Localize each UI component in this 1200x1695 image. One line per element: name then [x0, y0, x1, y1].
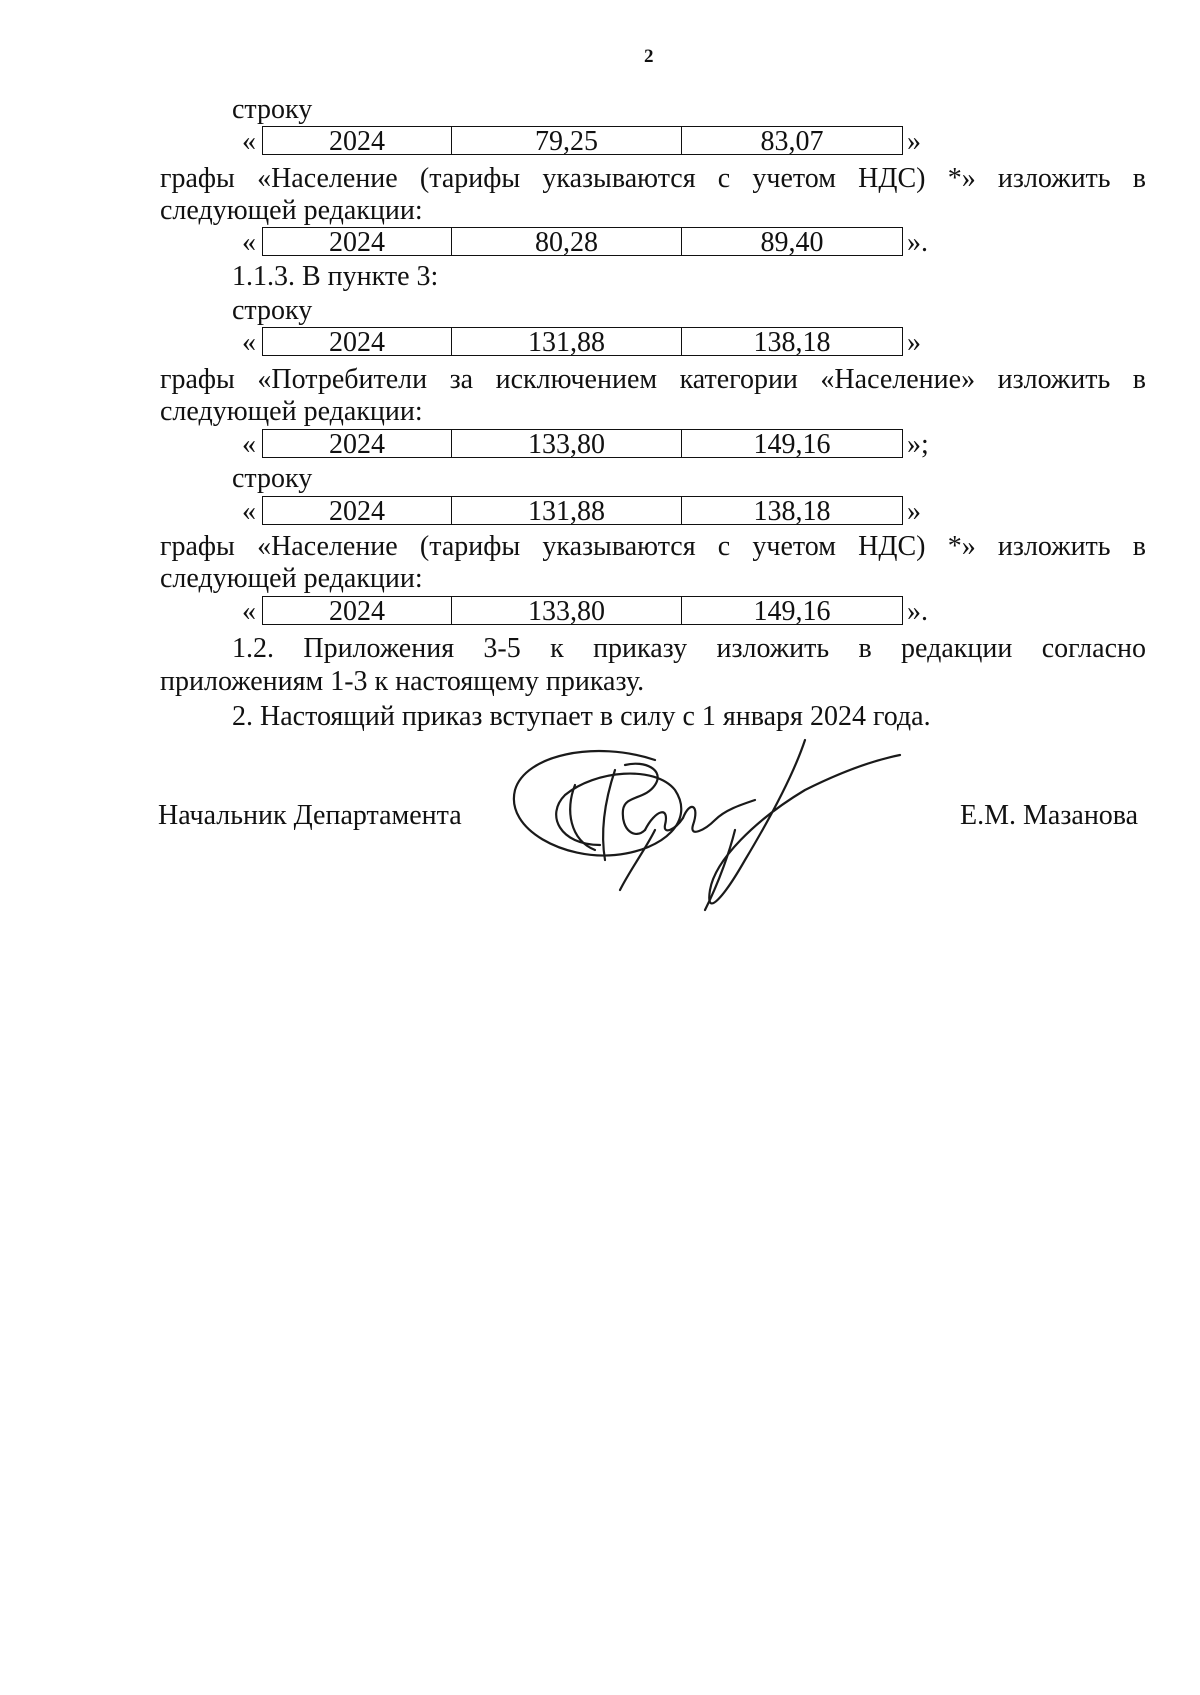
- paragraph-line: следующей редакции:: [160, 396, 423, 427]
- quote-close: ».: [907, 227, 928, 258]
- signatory-position: Начальник Департамента: [158, 800, 462, 831]
- quote-open: «: [242, 596, 256, 627]
- cell-second-half: 149,16: [681, 429, 903, 458]
- quote-open: «: [242, 126, 256, 157]
- label-stroku: строку: [232, 463, 313, 494]
- quote-open: «: [242, 429, 256, 460]
- paragraph-line: 1.2. Приложения 3-5 к приказу изложить в редакции согласно: [232, 633, 1146, 664]
- quote-close: »: [907, 327, 921, 358]
- cell-first-half: 133,80: [451, 596, 681, 625]
- paragraph-line: следующей редакции:: [160, 563, 423, 594]
- label-stroku: строку: [232, 94, 313, 125]
- quote-open: «: [242, 327, 256, 358]
- cell-year: 2024: [262, 227, 451, 256]
- quote-close: ».: [907, 596, 928, 627]
- signatory-name: Е.М. Мазанова: [960, 800, 1139, 831]
- paragraph-line: 2. Настоящий приказ вступает в силу с 1 января 2024 года.: [232, 701, 931, 732]
- paragraph-line: графы «Население (тарифы указываются с учетом НДС) *» изложить в: [160, 531, 1146, 562]
- label-stroku: строку: [232, 295, 313, 326]
- cell-year: 2024: [262, 596, 451, 625]
- cell-first-half: 131,88: [451, 327, 681, 356]
- paragraph-line: следующей редакции:: [160, 195, 423, 226]
- cell-year: 2024: [262, 327, 451, 356]
- quote-close: »: [907, 126, 921, 157]
- cell-first-half: 131,88: [451, 496, 681, 525]
- paragraph-line: приложениям 1-3 к настоящему приказу.: [160, 666, 645, 697]
- paragraph-line: графы «Потребители за исключением категории «Население» изложить в: [160, 364, 1146, 395]
- cell-year: 2024: [262, 429, 451, 458]
- cell-first-half: 80,28: [451, 227, 681, 256]
- cell-year: 2024: [262, 496, 451, 525]
- quote-open: «: [242, 227, 256, 258]
- cell-second-half: 138,18: [681, 496, 903, 525]
- page-number: 2: [644, 46, 654, 67]
- quote-close: »;: [907, 429, 929, 460]
- cell-first-half: 133,80: [451, 429, 681, 458]
- cell-second-half: 138,18: [681, 327, 903, 356]
- quote-open: «: [242, 496, 256, 527]
- clause-heading: 1.1.3. В пункте 3:: [232, 261, 439, 292]
- paragraph-line: графы «Население (тарифы указываются с учетом НДС) *» изложить в: [160, 163, 1146, 194]
- cell-year: 2024: [262, 126, 451, 155]
- cell-second-half: 149,16: [681, 596, 903, 625]
- cell-second-half: 89,40: [681, 227, 903, 256]
- quote-close: »: [907, 496, 921, 527]
- cell-first-half: 79,25: [451, 126, 681, 155]
- handwritten-signature: [505, 730, 905, 930]
- cell-second-half: 83,07: [681, 126, 903, 155]
